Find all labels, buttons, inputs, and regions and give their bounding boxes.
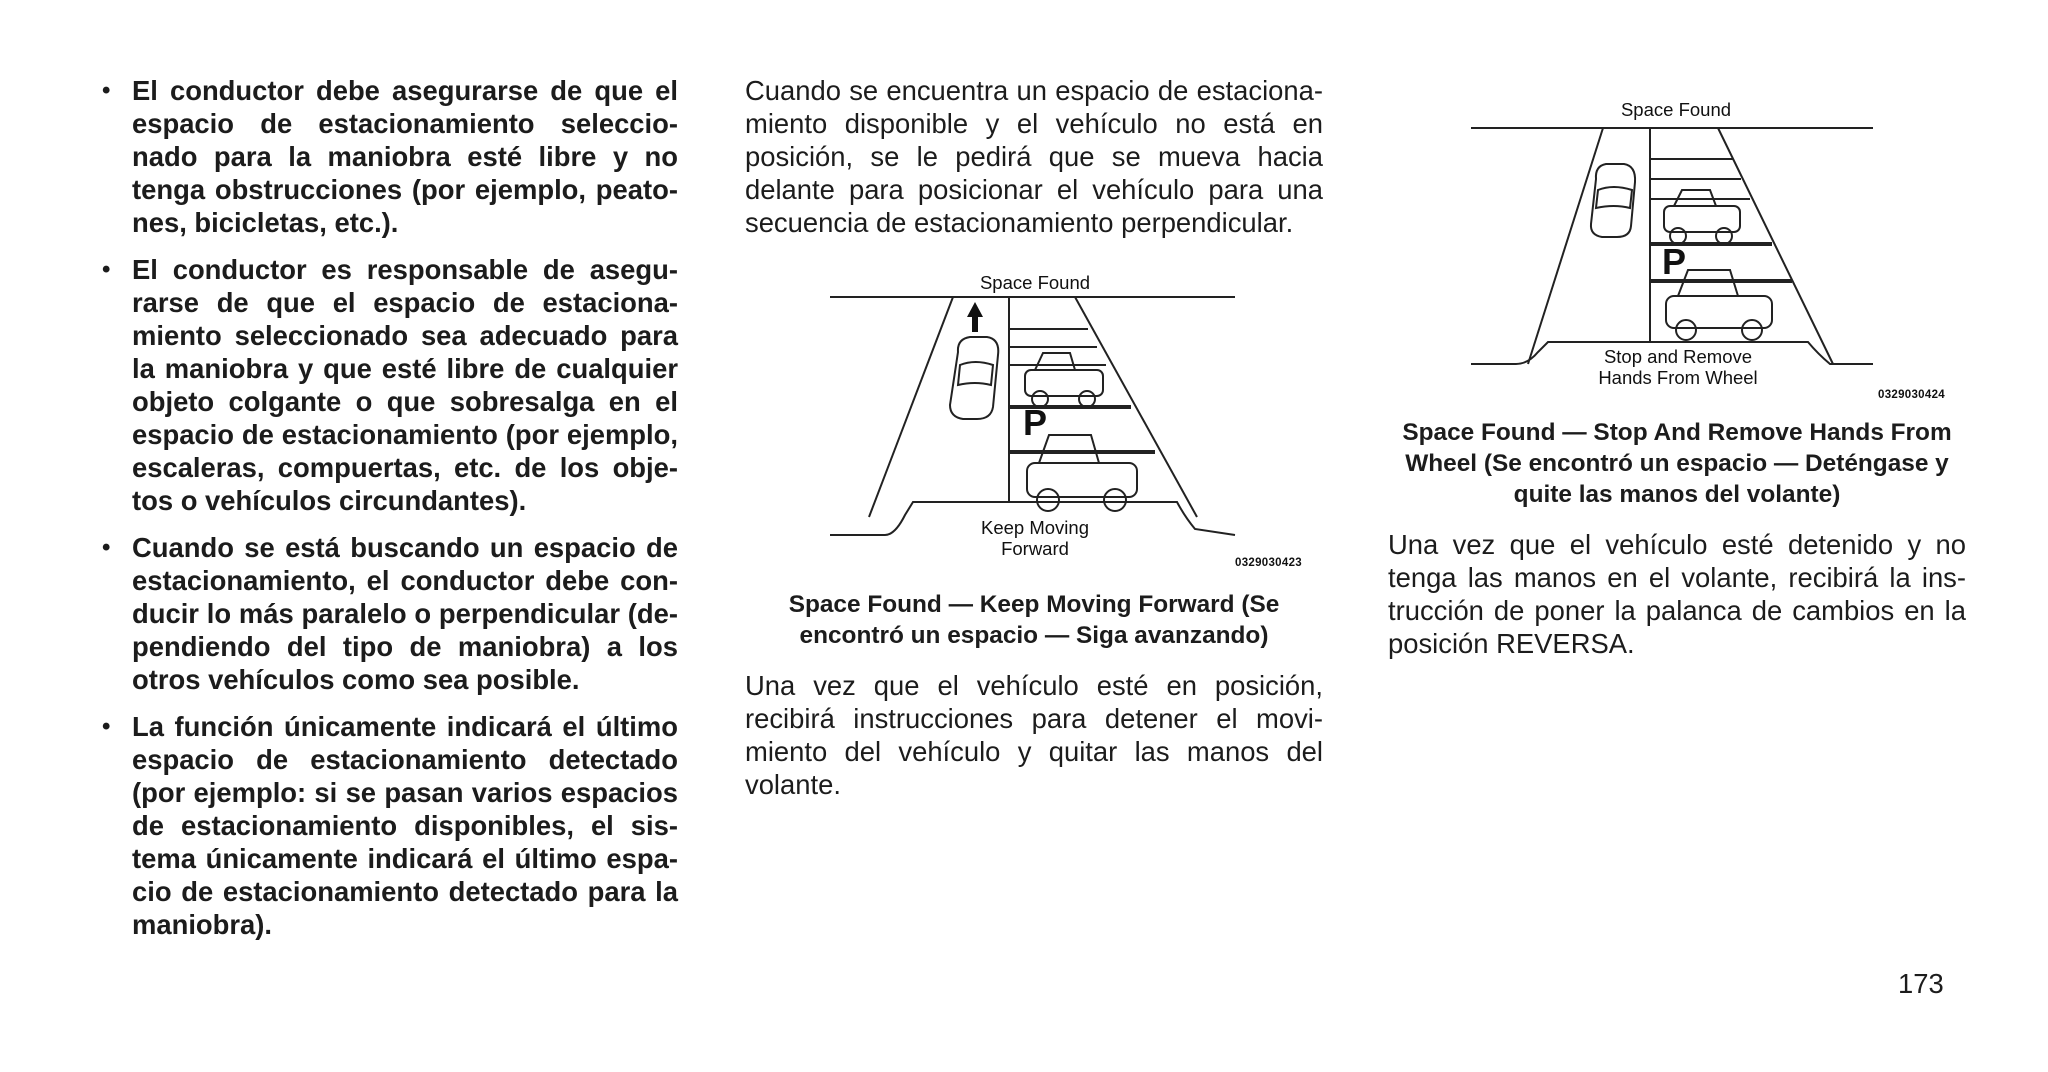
figure-bottom-label-line1: Stop and Remove xyxy=(1603,346,1753,367)
figure-keep-moving-forward xyxy=(745,267,1323,577)
figure-code: 0329030424 xyxy=(1878,389,1945,401)
bullet-icon: • xyxy=(102,713,111,740)
bullet-icon: • xyxy=(102,534,111,561)
bullet-text: Cuando se está buscando un espacio de estacionamiento, el conductor debe conducir lo más paralelo o perpendicular (dependiendo del tipo de maniobra) a los otros vehículos como sea posible. xyxy=(132,532,678,695)
figure-caption: Space Found — Keep Moving Forward (Se encontró un espacio — Siga avanzando) xyxy=(788,591,1280,649)
intro-paragraph: Cuando se encuentra un espacio de estacionamiento disponible y el vehículo no está en posición, se le pedirá que se mueva hacia delante para posicionar el vehículo para una secuencia de estacionamiento perpendicular. xyxy=(745,75,1323,238)
figure-caption: Space Found — Stop And Remove Hands From Wheel (Se encontró un espacio — Deténgase y quite las manos del volante) xyxy=(1402,419,1952,508)
after-paragraph: Una vez que el vehículo esté detenido y no tenga las manos en el volante, recibirá la instrucción de poner la palanca de cambios en la posición REVERSA. xyxy=(1388,529,1966,659)
after-paragraph: Una vez que el vehículo esté en posición, recibirá instrucciones para detener el movimiento del vehículo y quitar las manos del volante. xyxy=(745,670,1323,800)
figure-stop-remove-hands xyxy=(1388,74,1966,414)
page-number: 173 xyxy=(1898,968,1944,999)
bullet-list xyxy=(94,74,678,941)
figure-bottom-label-line1: Keep Moving xyxy=(981,517,1089,538)
left-column xyxy=(94,74,678,955)
figure-top-label: Space Found xyxy=(979,272,1091,293)
list-item xyxy=(94,531,678,696)
list-item xyxy=(94,253,678,517)
bullet-text: El conductor debe asegurarse de que el espacio de estacionamiento seleccionado para la maniobra esté libre y no tenga obstrucciones (por ejemplo, peatones, bicicletas, etc.). xyxy=(132,75,678,238)
middle-column xyxy=(745,74,1323,801)
bullet-icon: • xyxy=(102,77,111,104)
bullet-icon: • xyxy=(102,256,111,283)
figure-bottom-label-line2: Hands From Wheel xyxy=(1598,367,1758,388)
figure-bottom-label-line2: Forward xyxy=(1001,538,1069,559)
list-item xyxy=(94,74,678,239)
list-item xyxy=(94,710,678,941)
parking-letter: P xyxy=(1662,241,1687,282)
bullet-text: El conductor es responsable de asegurarse de que el espacio de estacionamiento seleccionado sea adecuado para la maniobra y que esté libre de cualquier objeto colgante o que sobresalga en el espacio de estacionamiento (por ejemplo, escaleras, compuertas, etc. de los objetos o vehículos circundantes). xyxy=(132,254,678,516)
figure-top-label: Space Found xyxy=(1620,99,1732,120)
figure-code: 0329030423 xyxy=(1235,557,1302,569)
bullet-text: La función únicamente indicará el último espacio de estacionamiento detectado (por ejemplo: si se pasan varios espacios de estacionamiento disponibles, el sistema únicamente indicará el último espacio de estacionamiento detectado para la maniobra). xyxy=(132,711,678,940)
right-column xyxy=(1388,74,1966,660)
parking-letter: P xyxy=(1023,402,1048,443)
